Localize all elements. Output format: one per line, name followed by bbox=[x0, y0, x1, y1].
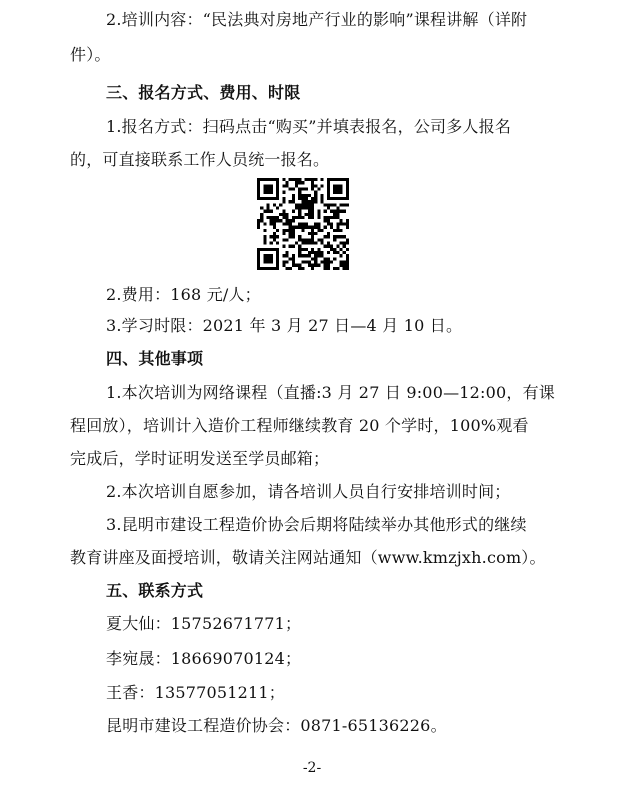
section-five-heading: 五、联系方式 bbox=[106, 581, 204, 600]
registration-method-line-2: 的，可直接联系工作人员统一报名。 bbox=[70, 150, 330, 169]
time-limit-line: 3.学习时限：2021 年 3 月 27 日—4 月 10 日。 bbox=[106, 316, 463, 335]
association-notice-line-1: 3.昆明市建设工程造价协会后期将陆续举办其他形式的继续 bbox=[106, 515, 527, 534]
voluntary-line: 2.本次培训自愿参加，请各培训人员自行安排培训时间； bbox=[106, 482, 511, 501]
registration-method-line-1: 1.报名方式：扫码点击“购买”并填表报名，公司多人报名 bbox=[106, 117, 512, 136]
page-number: -2- bbox=[302, 760, 322, 776]
online-course-line-1: 1.本次培训为网络课程（直播:3 月 27 日 9:00—12:00，有课 bbox=[106, 383, 555, 402]
qr-code-graphic bbox=[257, 178, 349, 270]
contact-line: 李宛晟：18669070124； bbox=[106, 649, 302, 668]
association-notice-line-2: 教育讲座及面授培训，敬请关注网站通知（www.kmzjxh.com）。 bbox=[70, 548, 546, 567]
online-course-line-3: 完成后，学时证明发送至学员邮箱； bbox=[70, 449, 330, 468]
training-content-line-1: 2.培训内容：“民法典对房地产行业的影响”课程讲解（详附 bbox=[106, 10, 528, 29]
contact-line: 夏大仙：15752671771； bbox=[106, 614, 302, 633]
contact-line: 王香：13577051211； bbox=[106, 683, 285, 702]
contact-line: 昆明市建设工程造价协会：0871-65136226。 bbox=[106, 716, 447, 735]
section-three-heading: 三、报名方式、费用、时限 bbox=[106, 83, 301, 102]
online-course-line-2: 程回放），培训计入造价工程师继续教育 20 个学时，100%观看 bbox=[70, 416, 529, 435]
section-four-heading: 四、其他事项 bbox=[106, 349, 204, 368]
qr-code-icon[interactable] bbox=[257, 178, 349, 270]
fee-line: 2.费用：168 元/人； bbox=[106, 285, 261, 304]
training-content-line-2: 件）。 bbox=[70, 45, 111, 64]
